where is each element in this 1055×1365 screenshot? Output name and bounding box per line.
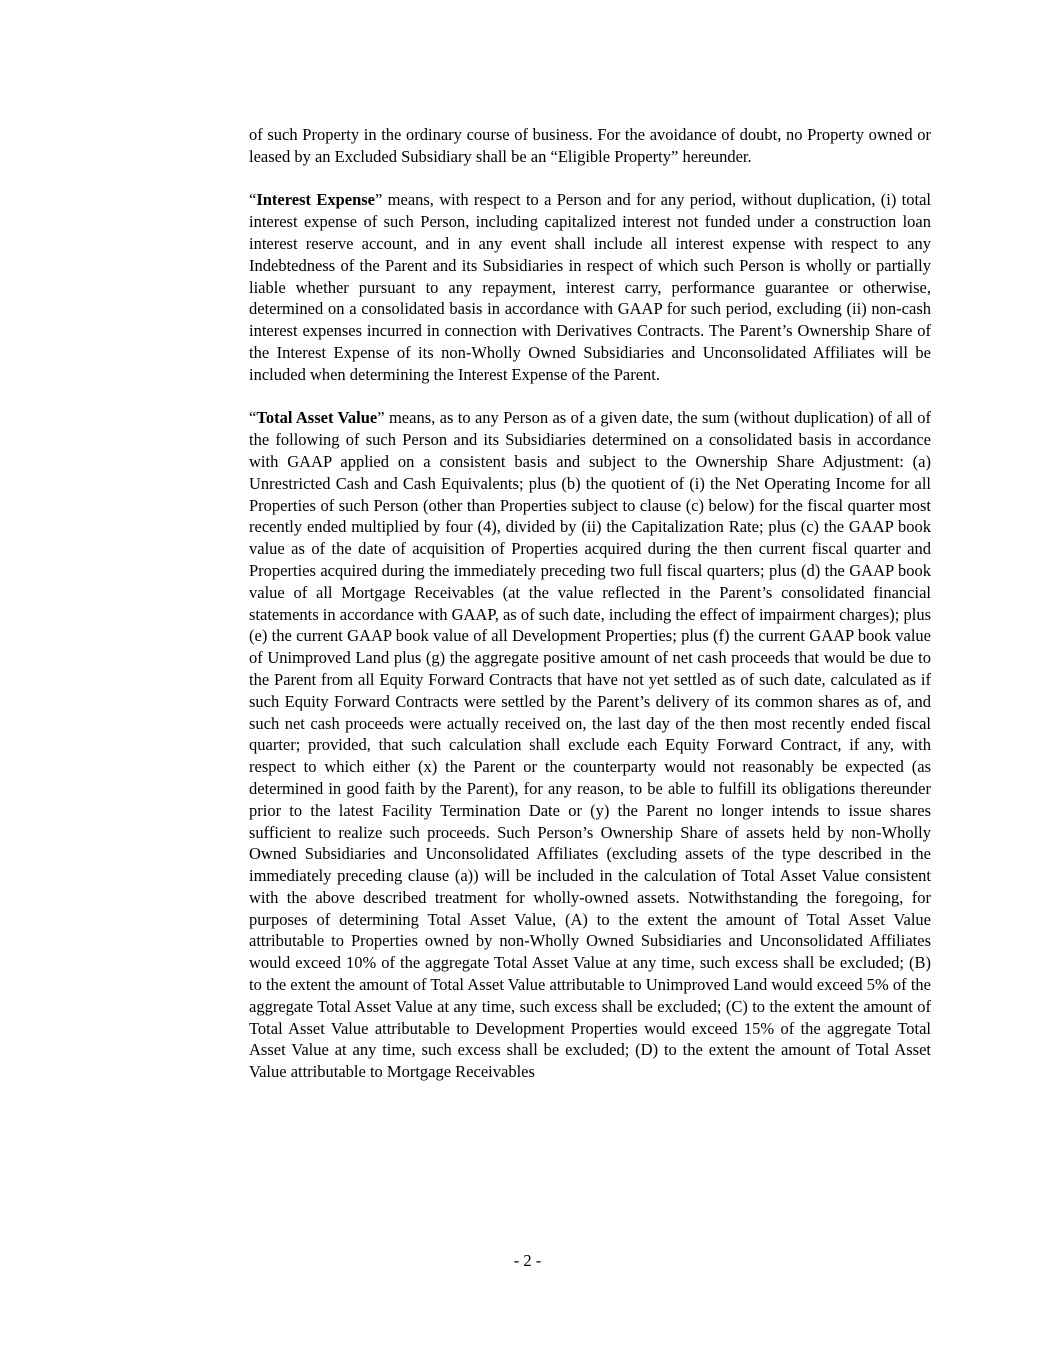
definition-total-asset-value xyxy=(249,407,931,1083)
open-quote: “ xyxy=(249,408,257,428)
defined-term: Interest Expense xyxy=(256,190,376,210)
defined-term: Total Asset Value xyxy=(256,408,378,428)
close-quote: ” xyxy=(377,408,385,428)
definition-interest-expense xyxy=(249,189,931,385)
definition-text: means, as to any Person as of a given date, the sum (without duplication) of all of the following of such Person and its Subsidiaries determined on a consolidated basis in accordance with GAAP applied on a consistent basis and subject to the Ownership Share Adjustment: (a) Unrestricted Cash and Cash Equivalents; plus (b) the quotient of (i) the Net Operating Income for all Properties of such Person (other than Properties subject to clause (c) below) for the fiscal quarter most recently ended multiplied by four (4), divided by (ii) the Capitalization Rate; plus (c) the GAAP book value as of the date of acquisition of Properties acquired during the then current fiscal quarter and Properties acquired during the immediately preceding two full fiscal quarters; plus (d) the GAAP book value of all Mortgage Receivables (at the value reflected in the Parent’s consolidated financial statements in accordance with GAAP, as of such date, including the effect of impairment charges); plus (e) the current GAAP book value of all Development Properties; plus (f) the current GAAP book value of Unimproved Land plus (g) the aggregate positive amount of net cash proceeds that would be due to the Parent from all Equity Forward Contracts that have not yet settled as of such date, calculated as if such Equity Forward Contracts were settled by the Parent’s delivery of its common shares as of, and such net cash proceeds were actually received on, the last day of the then most recently ended fiscal quarter; provided, that such calculation shall exclude each Equity Forward Contract, if any, with respect to which either (x) the Parent or the counterparty would not reasonably be expected (as determined in good faith by the Parent), for any reason, to be able to fulfill its obligations thereunder prior to the latest Facility Termination Date or (y) the Parent no longer intends to issue shares sufficient to realize such proceeds. Such Person’s Ownership Share of assets held by non-Wholly Owned Subsidiaries and Unconsolidated Affiliates (excluding assets of the type described in the immediately preceding clause (a)) will be included in the calculation of Total Asset Value consistent with the above described treatment for wholly-owned assets. Notwithstanding the foregoing, for purposes of determining Total Asset Value, (A) to the extent the amount of Total Asset Value attributable to Properties owned by non-Wholly Owned Subsidiaries and Unconsolidated Affiliates would exceed 10% of the aggregate Total Asset Value at any time, such excess shall be excluded; (B) to the extent the amount of Total Asset Value attributable to Unimproved Land would exceed 5% of the aggregate Total Asset Value at any time, such excess shall be excluded; (C) to the extent the amount of Total Asset Value attributable to Development Properties would exceed 15% of the aggregate Total Asset Value at any time, such excess shall be excluded; (D) to the extent the amount of Total Asset Value attributable to Mortgage Receivables xyxy=(249,408,931,1082)
definition-text: means, with respect to a Person and for any period, without duplication, (i) total interest expense of such Person, including capitalized interest not funded under a construction loan interest reserve account, and in any event shall include all interest expense with respect to any Indebtedness of the Parent and its Subsidiaries in respect of which such Person is wholly or partially liable whether pursuant to any repayment, interest carry, performance guarantee or otherwise, determined on a consolidated basis in accordance with GAAP for such period, excluding (ii) non-cash interest expenses incurred in connection with Derivatives Contracts. The Parent’s Ownership Share of the Interest Expense of its non-Wholly Owned Subsidiaries and Unconsolidated Affiliates will be included when determining the Interest Expense of the Parent. xyxy=(249,190,932,384)
document-page xyxy=(249,124,931,1083)
page-number: - 2 - xyxy=(513,1251,542,1270)
paragraph-text: of such Property in the ordinary course of business. For the avoidance of doubt, no Property owned or leased by an Excluded Subsidiary shall be an “Eligible Property” hereunder. xyxy=(249,125,931,166)
open-quote: “ xyxy=(249,190,257,210)
paragraph-eligible-property-continuation xyxy=(249,124,931,168)
close-quote: ” xyxy=(375,190,383,210)
